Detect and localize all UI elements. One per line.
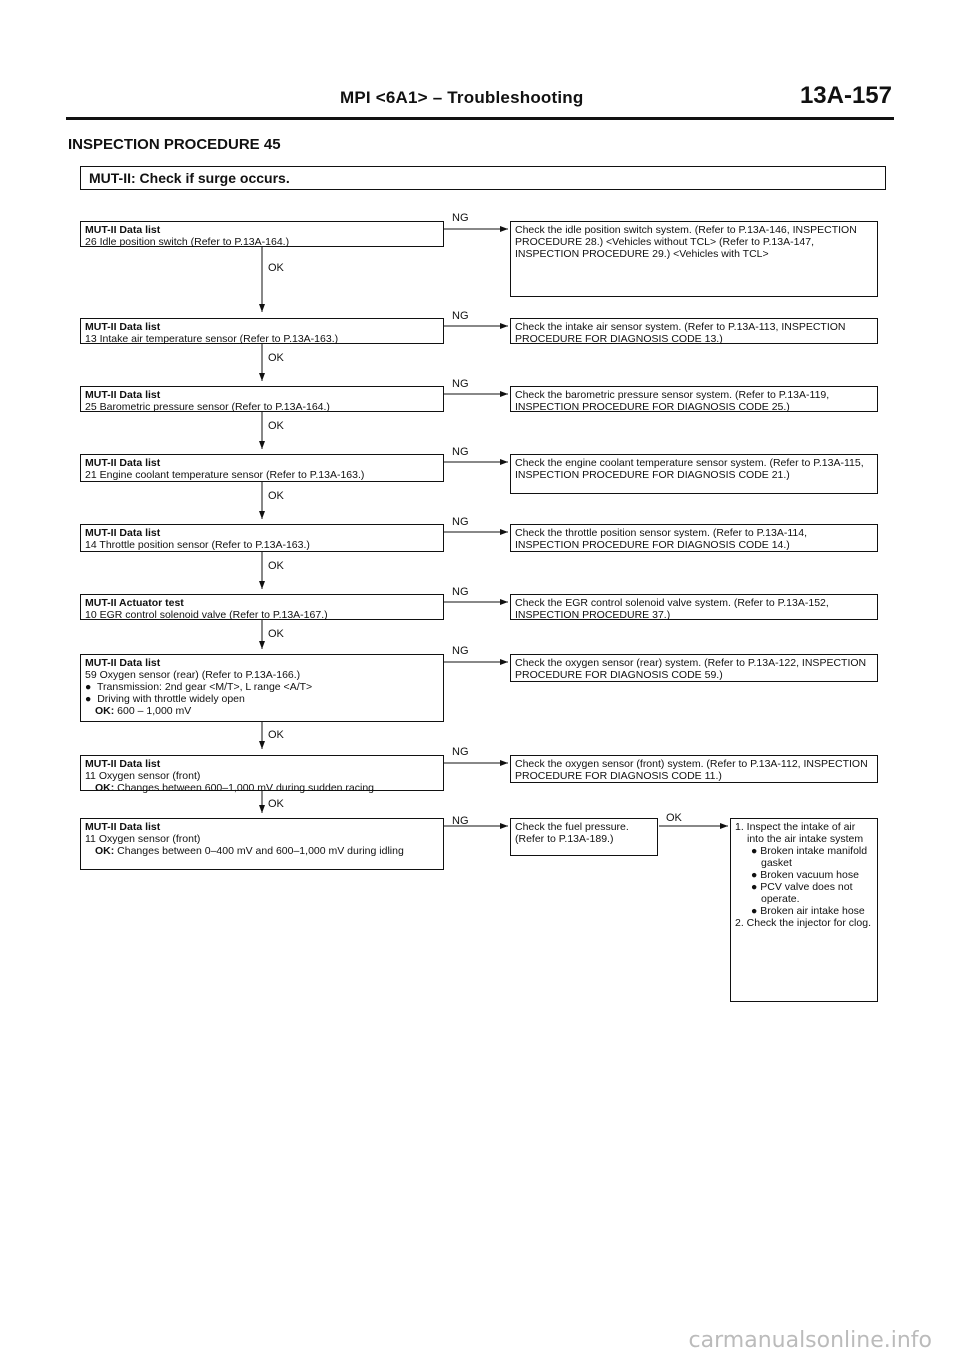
- ng-label: NG: [452, 746, 469, 758]
- final-item-2: 2. Check the injector for clog.: [735, 917, 871, 929]
- step-heading: MUT-II Data list: [85, 457, 161, 469]
- ng-action-oxygen-front: Check the oxygen sensor (front) system. (Refer to P.13A-112, INSPECTION PROCEDURE FOR DIAGNOSIS CODE 11.): [510, 755, 878, 783]
- final-item-1: 1. Inspect the intake of air into the air intake system: [735, 821, 864, 845]
- final-action-box: [730, 818, 878, 1002]
- ok-label: OK: [268, 729, 284, 741]
- ng-label: NG: [452, 378, 469, 390]
- step-box-oxygen-front-racing: [80, 755, 444, 794]
- page-number: 13A-157: [799, 82, 892, 109]
- header-rule: [66, 117, 894, 120]
- step-line: 10 EGR control solenoid valve (Refer to P.13A-167.): [85, 609, 328, 621]
- ok-condition: OK: 600 – 1,000 mV: [95, 705, 192, 717]
- ng-action-fuel-pressure: Check the fuel pressure. (Refer to P.13A-189.): [510, 818, 658, 856]
- step-heading: MUT-II Actuator test: [85, 597, 184, 609]
- step-line: 21 Engine coolant temperature sensor (Refer to P.13A-163.): [85, 469, 365, 481]
- final-subitem: ● PCV valve does not operate.: [751, 881, 853, 905]
- step-box-throttle-position: [80, 524, 444, 552]
- symptom-box: MUT-II: Check if surge occurs.: [80, 166, 886, 190]
- final-subitem: ● Broken intake manifold gasket: [751, 845, 868, 869]
- ng-label: NG: [452, 645, 469, 657]
- ng-action-intake-air: Check the intake air sensor system. (Refer to P.13A-113, INSPECTION PROCEDURE FOR DIAGNOSIS CODE 13.): [510, 318, 878, 344]
- ng-label: NG: [452, 310, 469, 322]
- step-heading: MUT-II Data list: [85, 758, 161, 770]
- step-box-egr-solenoid: [80, 594, 444, 620]
- final-subitem: ● Broken air intake hose: [751, 905, 865, 917]
- final-subitem: ● Broken vacuum hose: [751, 869, 859, 881]
- watermark: carmanualsonline.info: [688, 1328, 932, 1353]
- ok-label: OK: [268, 420, 284, 432]
- step-line: 26 Idle position switch (Refer to P.13A-164.): [85, 236, 290, 248]
- step-heading: MUT-II Data list: [85, 821, 161, 833]
- step-line: 11 Oxygen sensor (front): [85, 833, 201, 845]
- step-line: 13 Intake air temperature sensor (Refer to P.13A-163.): [85, 333, 339, 345]
- step-heading: MUT-II Data list: [85, 321, 161, 333]
- step-box-coolant-temp: [80, 454, 444, 482]
- ng-label: NG: [452, 446, 469, 458]
- ng-action-egr: Check the EGR control solenoid valve system. (Refer to P.13A-152, INSPECTION PROCEDURE 37.): [510, 594, 878, 620]
- page-header-title: MPI <6A1> – Troubleshooting: [340, 88, 584, 107]
- ng-action-coolant-temp: Check the engine coolant temperature sensor system. (Refer to P.13A-115, INSPECTION PROCEDURE FOR DIAGNOSIS CODE 21.): [510, 454, 878, 494]
- ng-action-barometric: Check the barometric pressure sensor system. (Refer to P.13A-119, INSPECTION PROCEDURE FOR DIAGNOSIS CODE 25.): [510, 386, 878, 412]
- step-heading: MUT-II Data list: [85, 527, 161, 539]
- ng-action-throttle-position: Check the throttle position sensor system. (Refer to P.13A-114, INSPECTION PROCEDURE FOR DIAGNOSIS CODE 14.): [510, 524, 878, 552]
- bullet-item: ● Driving with throttle widely open: [85, 693, 245, 705]
- step-line: 25 Barometric pressure sensor (Refer to P.13A-164.): [85, 401, 330, 413]
- step-line: 14 Throttle position sensor (Refer to P.13A-163.): [85, 539, 310, 551]
- ok-label: OK: [268, 628, 284, 640]
- ok-label: OK: [268, 798, 284, 810]
- ok-condition: OK: Changes between 600–1,000 mV during sudden racing: [95, 782, 375, 794]
- ng-action-oxygen-rear: Check the oxygen sensor (rear) system. (Refer to P.13A-122, INSPECTION PROCEDURE FOR DIAGNOSIS CODE 59.): [510, 654, 878, 682]
- ok-label: OK: [268, 352, 284, 364]
- ok-label: OK: [268, 262, 284, 274]
- ok-label: OK: [268, 490, 284, 502]
- ng-label: NG: [452, 586, 469, 598]
- step-line: 59 Oxygen sensor (rear) (Refer to P.13A-166.): [85, 669, 301, 681]
- step-box-intake-air-temp: [80, 318, 444, 344]
- step-box-oxygen-front-idling: [80, 818, 444, 870]
- ng-label: NG: [452, 212, 469, 224]
- ok-condition: OK: Changes between 0–400 mV and 600–1,000 mV during idling: [95, 845, 404, 857]
- ng-label: NG: [452, 815, 469, 827]
- ng-action-idle-position: Check the idle position switch system. (Refer to P.13A-146, INSPECTION PROCEDURE 28.) <Vehicles without TCL> (Refer to P.13A-147, INSPECTION PROCEDURE 29.) <Vehicles with TCL>: [510, 221, 878, 297]
- step-heading: MUT-II Data list: [85, 389, 161, 401]
- procedure-title: INSPECTION PROCEDURE 45: [68, 136, 281, 153]
- ok-label: OK: [268, 560, 284, 572]
- ok-label: OK: [666, 812, 682, 824]
- ng-label: NG: [452, 516, 469, 528]
- step-heading: MUT-II Data list: [85, 657, 161, 669]
- step-box-idle-position: [80, 221, 444, 247]
- step-line: 11 Oxygen sensor (front): [85, 770, 201, 782]
- step-box-oxygen-rear: [80, 654, 444, 722]
- bullet-item: ● Transmission: 2nd gear <M/T>, L range <A/T>: [85, 681, 313, 693]
- step-heading: MUT-II Data list: [85, 224, 161, 236]
- step-box-barometric: [80, 386, 444, 412]
